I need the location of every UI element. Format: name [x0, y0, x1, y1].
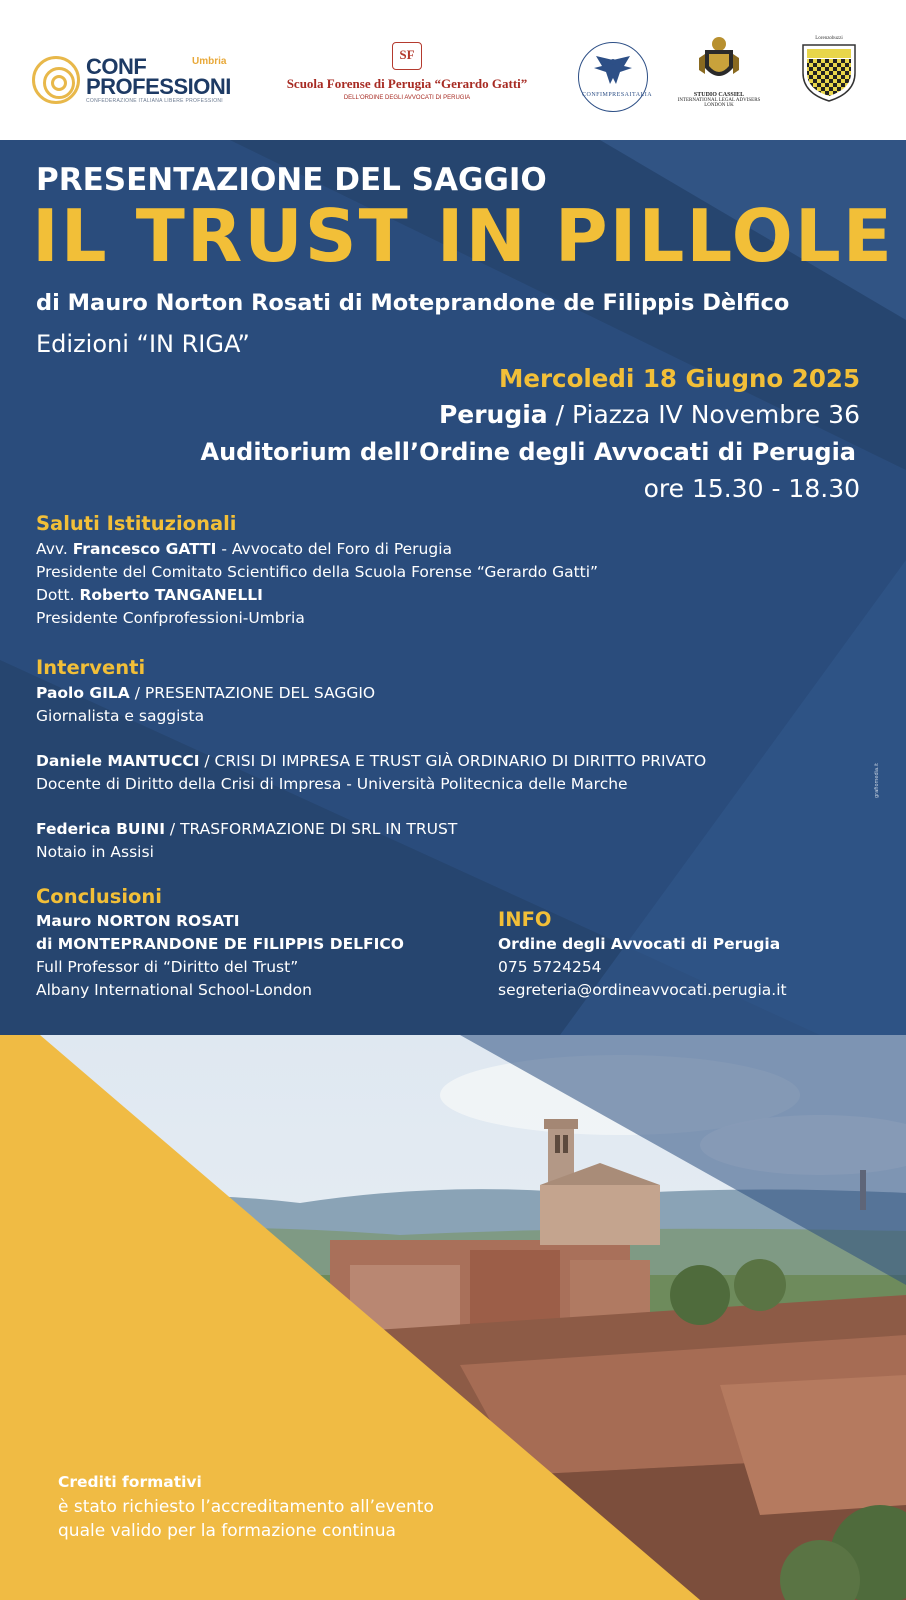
event-venue: Auditorium dell’Ordine degli Avvocati di Perugia — [200, 438, 856, 466]
intervento-1-name: Paolo GILA — [36, 684, 130, 702]
confprofessioni-name-line1: CONF — [86, 54, 147, 79]
confimpresa-name: CONFIMPRESAITALIA — [582, 92, 653, 98]
event-city: Perugia — [438, 400, 548, 429]
studio-cassiel-logo — [664, 34, 774, 120]
event-title: IL TRUST IN PILLOLE — [32, 194, 894, 278]
event-time: ore 15.30 - 18.30 — [643, 474, 860, 503]
saluti-p2-role: Presidente Confprofessioni-Umbria — [36, 609, 305, 627]
info-email[interactable]: segreteria@ordineavvocati.perugia.it — [498, 981, 787, 999]
event-author: di Mauro Norton Rosati di Moteprandone de Filippis Dèlfico — [36, 290, 790, 316]
perugia-photo-area — [0, 1035, 906, 1600]
intervento-3-topic: / TRASFORMAZIONE DI SRL IN TRUST — [165, 820, 458, 838]
confprofessioni-subtitle: CONFEDERAZIONE ITALIANA LIBERE PROFESSIONI — [86, 98, 223, 104]
intervento-3-role: Notaio in Assisi — [36, 843, 154, 861]
coat-of-arms-icon — [697, 34, 741, 88]
saluti-p1-role: - Avvocato del Foro di Perugia — [216, 540, 453, 558]
studio-cassiel-city: LONDON UK — [704, 103, 734, 108]
vertical-credit — [868, 740, 882, 800]
shield-logo-top-text: Lorenzobuzzi — [815, 36, 843, 41]
conclusioni-name2: di MONTEPRANDONE DE FILIPPIS DELFICO — [36, 935, 404, 953]
saluti-speaker-1 — [36, 540, 452, 558]
checkered-shield-logo — [796, 36, 862, 112]
confprofessioni-name-line2: PROFESSIONI — [86, 74, 231, 99]
intervento-3-name: Federica BUINI — [36, 820, 165, 838]
confimpresa-logo — [578, 42, 653, 114]
conclusioni-role2: Albany International School-London — [36, 981, 312, 999]
scuola-forense-name: Scuola Forense di Perugia “Gerardo Gatti” — [286, 76, 528, 91]
interventi-heading: Interventi — [36, 656, 146, 679]
confprofessioni-logo — [32, 52, 252, 112]
event-info-panel — [0, 140, 906, 1035]
confprofessioni-mark-icon — [32, 56, 80, 104]
saluti-p1-name: Francesco GATTI — [72, 540, 217, 558]
intervento-1-topic: / PRESENTAZIONE DEL SAGGIO — [129, 684, 376, 702]
scuola-forense-subtitle: DELL'ORDINE DEGLI AVVOCATI DI PERUGIA — [343, 95, 471, 101]
intervento-2 — [36, 752, 706, 770]
scuola-forense-mark: SF — [392, 42, 422, 70]
intervento-2-topic: / CRISI DI IMPRESA E TRUST GIÀ ORDINARIO DI DIRITTO PRIVATO — [199, 752, 707, 770]
eagle-icon — [592, 54, 634, 88]
intervento-1 — [36, 684, 375, 702]
studio-cassiel-name: STUDIO CASSIEL — [693, 92, 745, 98]
credits-line1: è stato richiesto l’accreditamento all’evento — [58, 1497, 434, 1517]
info-heading: INFO — [498, 908, 552, 931]
event-pretitle: PRESENTAZIONE DEL SAGGIO — [36, 162, 547, 198]
conclusioni-name1: Mauro NORTON ROSATI — [36, 912, 240, 930]
logo-header — [0, 0, 906, 140]
saluti-p1-prefix: Avv. — [36, 540, 73, 558]
intervento-1-role: Giornalista e saggista — [36, 707, 205, 725]
event-date: Mercoledi 18 Giugno 2025 — [498, 364, 860, 393]
intervento-2-name: Daniele MANTUCCI — [36, 752, 200, 770]
event-place — [439, 400, 860, 429]
info-org: Ordine degli Avvocati di Perugia — [498, 935, 781, 953]
conclusioni-role1: Full Professor di “Diritto del Trust” — [36, 958, 299, 976]
intervento-3 — [36, 820, 457, 838]
conclusioni-heading: Conclusioni — [36, 885, 162, 908]
intervento-2-role: Docente di Diritto della Crisi di Impresa - Università Politecnica delle Marche — [36, 775, 628, 793]
credits-heading: Crediti formativi — [58, 1473, 202, 1491]
saluti-p2-prefix: Dott. — [36, 586, 80, 604]
saluti-speaker-2 — [36, 586, 263, 604]
studio-cassiel-subtitle: INTERNATIONAL LEGAL ADVISERS — [677, 98, 761, 103]
vertical-credit-text: grafiomedia.it — [874, 762, 880, 798]
event-edition: Edizioni “IN RIGA” — [36, 330, 250, 358]
event-address: / Piazza IV Novembre 36 — [547, 400, 860, 429]
saluti-p1-role2: Presidente del Comitato Scientifico della Scuola Forense “Gerardo Gatti” — [36, 563, 599, 581]
checkered-shield-icon — [801, 43, 857, 103]
scuola-forense-logo — [262, 42, 552, 112]
confprofessioni-region: Umbria — [192, 56, 227, 67]
info-phone[interactable]: 075 5724254 — [498, 958, 602, 976]
credits-line2: quale valido per la formazione continua — [58, 1521, 396, 1541]
saluti-p2-name: Roberto TANGANELLI — [79, 586, 263, 604]
saluti-heading: Saluti Istituzionali — [36, 512, 237, 535]
